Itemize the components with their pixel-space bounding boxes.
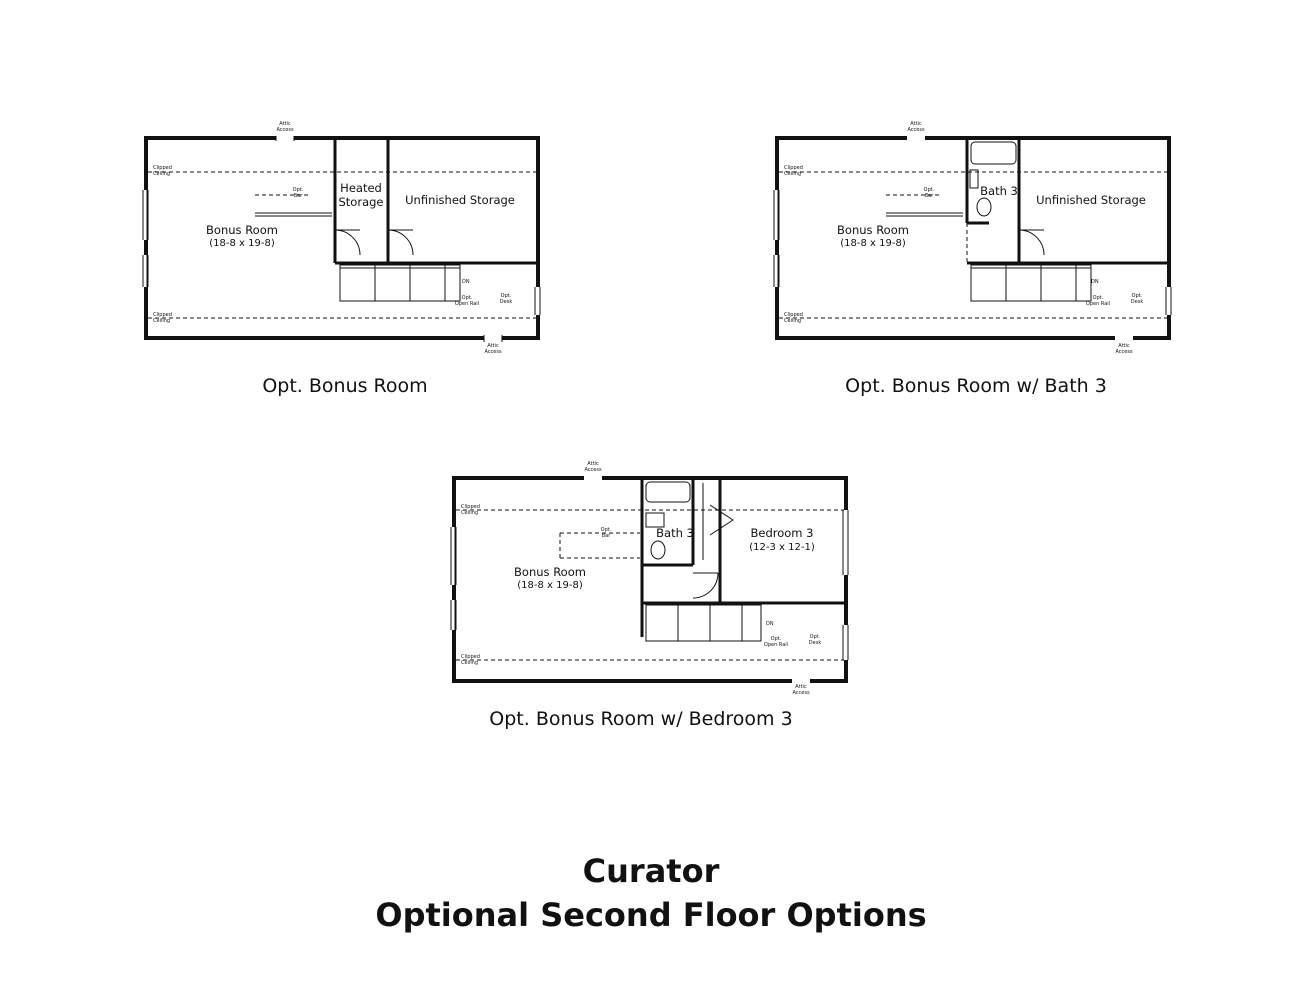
room-label-bath: Bath 3 — [980, 184, 1018, 198]
open-rail-label: Open Rail — [454, 301, 480, 307]
room-label-heated-storage: Heated — [340, 181, 382, 195]
attic-access-label: Access — [584, 467, 602, 473]
opt-bar-label: Bar — [601, 533, 611, 539]
floor-plan-bonus-room — [140, 115, 550, 360]
clipped-ceiling-label: Clipped — [784, 312, 803, 318]
attic-access-label: Access — [484, 349, 502, 355]
plan-caption: Opt. Bonus Room — [262, 375, 428, 397]
opt-desk-label: Opt. — [1131, 293, 1143, 299]
clipped-ceiling-label: Clipped — [461, 504, 480, 510]
room-label-bonus: Bonus Room — [837, 223, 909, 237]
room-label-heated-storage: Storage — [338, 195, 384, 209]
attic-access-label: Attic — [1118, 343, 1130, 349]
room-dimensions: (18-8 x 19-8) — [517, 580, 583, 591]
stairs-down-label: DN — [1091, 279, 1099, 285]
clipped-ceiling-label: Clipped — [784, 165, 803, 171]
floor-plan-bonus-room-bath — [771, 115, 1181, 360]
attic-access-label: Attic — [279, 121, 291, 127]
stairs-down-label: DN — [462, 279, 470, 285]
floor-plan-bonus-room-bedroom — [448, 455, 858, 700]
opt-desk-label: Desk — [499, 299, 513, 305]
attic-access-label: Access — [276, 127, 294, 133]
opt-bar-label: Opt. — [292, 187, 304, 193]
clipped-ceiling-label: Ceiling — [153, 318, 171, 324]
opt-desk-label: Desk — [1130, 299, 1144, 305]
room-label-unfinished-storage: Unfinished Storage — [405, 193, 515, 207]
room-dimensions: (18-8 x 19-8) — [840, 238, 906, 249]
room-label-bath: Bath 3 — [656, 526, 694, 540]
attic-access-label: Access — [792, 690, 810, 696]
attic-access-label: Access — [1115, 349, 1133, 355]
opt-desk-label: Opt. — [809, 634, 821, 640]
open-rail-label: Opt. — [1092, 295, 1104, 301]
clipped-ceiling-label: Clipped — [153, 165, 172, 171]
clipped-ceiling-label: Clipped — [153, 312, 172, 318]
open-rail-label: Open Rail — [1085, 301, 1111, 307]
attic-access-label: Attic — [910, 121, 922, 127]
plan-caption: Opt. Bonus Room w/ Bedroom 3 — [489, 708, 793, 730]
attic-access-label: Access — [907, 127, 925, 133]
opt-bar-label: Bar — [293, 193, 303, 199]
page-title: Curator — [582, 852, 720, 890]
opt-desk-label: Opt. — [500, 293, 512, 299]
open-rail-label: Opt. — [770, 636, 782, 642]
room-dimensions: (12-3 x 12-1) — [749, 542, 815, 553]
open-rail-label: Opt. — [461, 295, 473, 301]
clipped-ceiling-label: Ceiling — [153, 171, 171, 177]
stairs-down-label: DN — [766, 621, 774, 627]
opt-desk-label: Desk — [808, 640, 822, 646]
room-dimensions: (18-8 x 19-8) — [209, 238, 275, 249]
opt-bar-label: Bar — [924, 193, 934, 199]
clipped-ceiling-label: Ceiling — [461, 660, 479, 666]
clipped-ceiling-label: Ceiling — [784, 318, 802, 324]
exterior-wall — [146, 138, 538, 338]
room-label-bedroom: Bedroom 3 — [750, 526, 814, 540]
attic-access-label: Attic — [487, 343, 499, 349]
opt-bar-label: Opt. — [600, 527, 612, 533]
plan-caption: Opt. Bonus Room w/ Bath 3 — [845, 375, 1107, 397]
clipped-ceiling-label: Ceiling — [784, 171, 802, 177]
attic-access-label: Attic — [795, 684, 807, 690]
page-subtitle: Optional Second Floor Options — [375, 896, 927, 934]
room-label-bonus: Bonus Room — [514, 565, 586, 579]
room-label-bonus: Bonus Room — [206, 223, 278, 237]
open-rail-label: Open Rail — [763, 642, 789, 648]
clipped-ceiling-label: Ceiling — [461, 510, 479, 516]
attic-access-label: Attic — [587, 461, 599, 467]
room-label-unfinished-storage: Unfinished Storage — [1036, 193, 1146, 207]
opt-bar-label: Opt. — [923, 187, 935, 193]
clipped-ceiling-label: Clipped — [461, 654, 480, 660]
